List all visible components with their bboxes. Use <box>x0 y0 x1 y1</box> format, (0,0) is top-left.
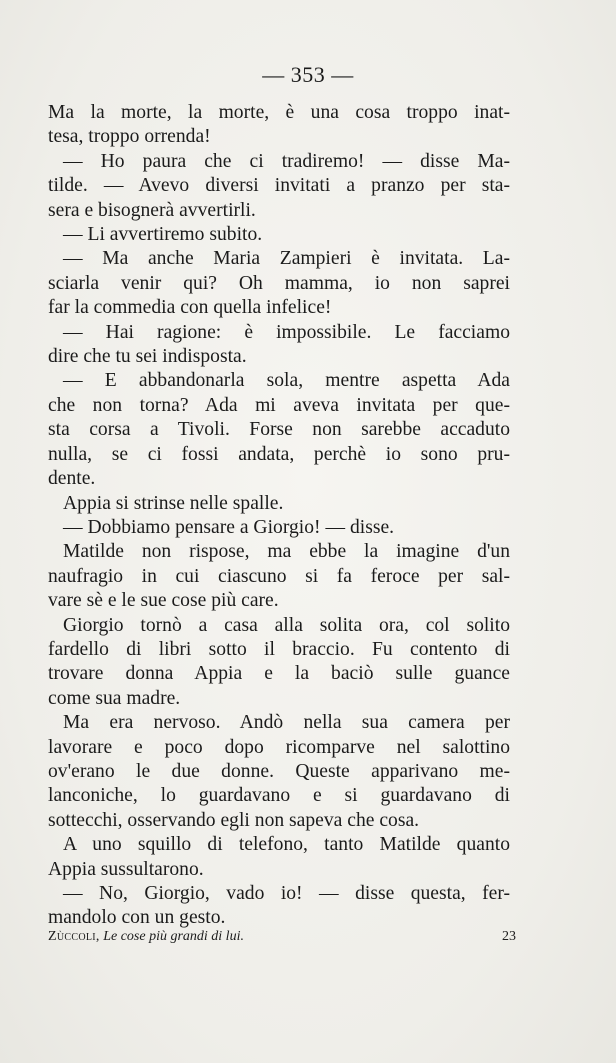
text-line: Ma era nervoso. Andò nella sua camera per <box>63 712 510 734</box>
text-line: lavorare e poco dopo ricomparve nel salottino <box>48 736 510 758</box>
text-line: sera e bisognerà avvertirli. <box>48 199 256 221</box>
footer-title: Le cose più grandi di lui. <box>103 929 244 944</box>
footer-citation <box>48 929 244 945</box>
paragraph <box>48 711 510 833</box>
paragraph <box>48 247 510 320</box>
text-line: — Li avvertiremo subito. <box>63 224 263 246</box>
text-line: Appia si strinse nelle spalle. <box>63 492 284 514</box>
paragraph <box>48 614 510 712</box>
paragraph <box>48 540 510 613</box>
text-line: che non torna? Ada mi aveva invitata per que- <box>48 394 510 416</box>
paragraph <box>48 150 510 223</box>
text-line: Matilde non rispose, ma ebbe la imagine d'un <box>63 541 510 563</box>
text-line: ov'erano le due donne. Queste apparivano me- <box>48 760 510 782</box>
page-number: — 353 — <box>262 62 354 87</box>
text-line: far la commedia con quella infelice! <box>48 297 332 319</box>
text-line: trovare donna Appia e la baciò sulle guance <box>48 663 510 685</box>
footer-author: Zùccoli, <box>48 929 100 944</box>
text-line: dente. <box>48 468 96 490</box>
text-line: Giorgio tornò a casa alla solita ora, col solito <box>63 614 510 636</box>
text-line: naufragio in cui ciascuno si fa feroce per sal- <box>48 565 510 587</box>
text-line: — Hai ragione: è impossibile. Le facciamo <box>63 321 510 343</box>
text-line: sciarla venir qui? Oh mamma, io non saprei <box>48 272 510 294</box>
text-line: Appia sussultarono. <box>48 858 204 880</box>
text-line: — Ho paura che ci tradiremo! — disse Ma- <box>63 150 510 172</box>
paragraph <box>48 369 510 491</box>
paragraph <box>48 833 510 882</box>
paragraph <box>48 492 510 516</box>
text-line: vare sè e le sue cose più care. <box>48 590 279 612</box>
paragraph <box>48 223 510 247</box>
text-line: dire che tu sei indisposta. <box>48 346 247 368</box>
text-line: fardello di libri sotto il braccio. Fu contento di <box>48 638 510 660</box>
text-line: — No, Giorgio, vado io! — disse questa, fer- <box>63 883 510 904</box>
text-line: — E abbandonarla sola, mentre aspetta Ada <box>63 370 510 392</box>
text-line: — Ma anche Maria Zampieri è invitata. La- <box>63 248 510 270</box>
paragraph <box>48 321 510 370</box>
text-line: nulla, se ci fossi andata, perchè io sono pru- <box>48 443 510 465</box>
text-line: mandolo con un gesto. <box>48 907 226 929</box>
text-line: A uno squillo di telefono, tanto Matilde quanto <box>63 834 510 856</box>
text-line: lanconiche, lo guardavano e si guardavano di <box>48 785 510 807</box>
text-line: sottecchi, osservando egli non sapeva che cosa. <box>48 809 420 831</box>
body-text <box>48 101 510 931</box>
text-line: Ma la morte, la morte, è una cosa troppo inat- <box>48 102 510 123</box>
text-line: tilde. — Avevo diversi invitati a pranzo per sta- <box>48 175 510 197</box>
text-line: — Dobbiamo pensare a Giorgio! — disse. <box>63 516 395 538</box>
paragraph <box>48 101 510 150</box>
signature-mark: 23 <box>502 929 516 944</box>
paragraph <box>48 516 510 540</box>
text-line: come sua madre. <box>48 687 181 709</box>
text-line: tesa, troppo orrenda! <box>48 126 211 148</box>
paragraph <box>48 882 510 931</box>
text-line: sta corsa a Tivoli. Forse non sarebbe accaduto <box>48 419 510 441</box>
